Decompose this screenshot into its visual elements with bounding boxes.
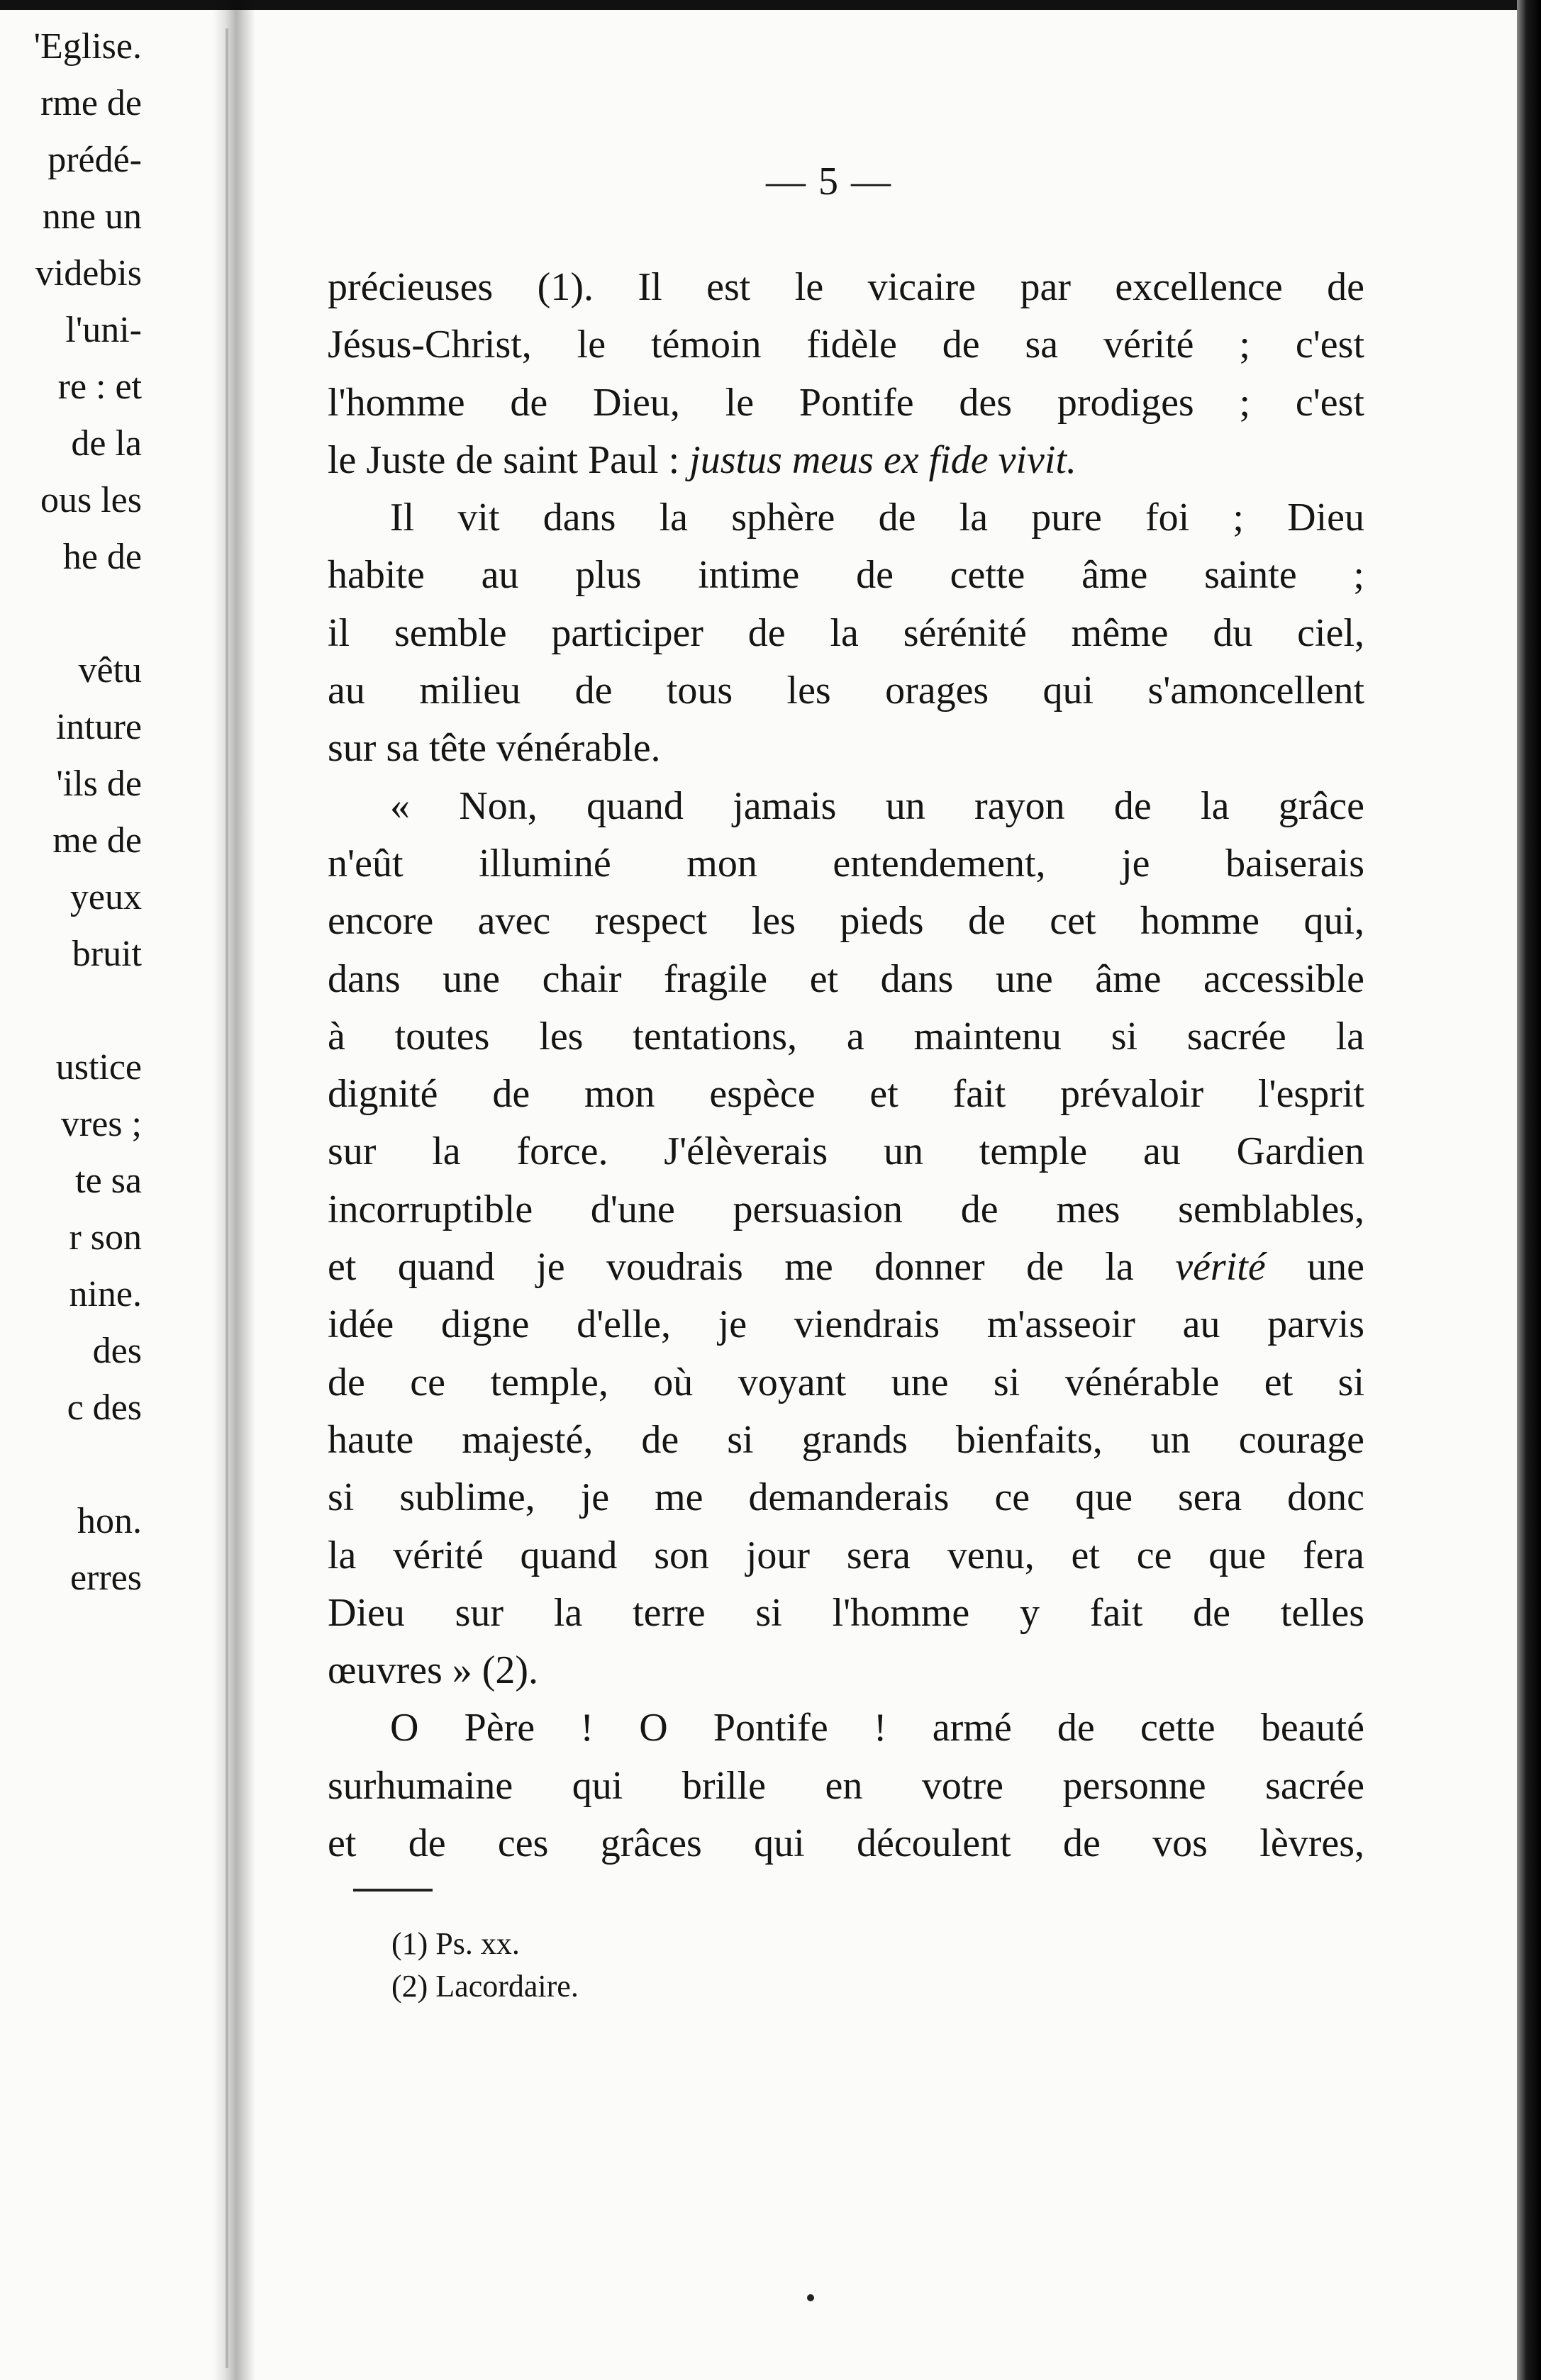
text-line: œuvres » (2). — [328, 1648, 539, 1693]
facing-page-line: te sa — [75, 1161, 142, 1201]
facing-page-line: ustice — [55, 1047, 142, 1088]
facing-page-line: vêtu — [78, 650, 142, 691]
facing-page-line: rme de — [40, 83, 142, 123]
text-line: précieuses (1). Il est le vicaire par excellence de — [328, 265, 1364, 309]
footnote-line: (1) Ps. xx. — [391, 1926, 520, 1961]
facing-page-line: de la — [71, 423, 142, 464]
footnote-separator-rule — [353, 1889, 433, 1892]
text-line: Il vit dans la sphère de la pure foi ; Dieu — [390, 496, 1364, 540]
text-line: idée digne d'elle, je viendrais m'asseoir au parvis — [328, 1302, 1364, 1347]
text-line: Jésus-Christ, le témoin fidèle de sa vérité ; c'est — [328, 323, 1364, 367]
text-line: « Non, quand jamais un rayon de la grâce — [390, 783, 1364, 828]
text-line: dignité de mon espèce et fait prévaloir l'esprit — [328, 1072, 1364, 1117]
text-line: si sublime, je me demanderais ce que sera donc — [328, 1475, 1364, 1520]
text-line: au milieu de tous les orages qui s'amoncellent — [328, 669, 1364, 713]
italic-latin-phrase: vérité — [1175, 1245, 1266, 1290]
facing-page-line: hon. — [77, 1501, 142, 1541]
book-gutter-crease — [226, 28, 228, 2368]
facing-page-line: 'ils de — [56, 764, 142, 804]
facing-page-line: prédé- — [48, 140, 142, 180]
text-line: dans une chair fragile et dans une âme accessible — [328, 956, 1364, 1001]
text-run: et quand je voudrais me donner de la — [328, 1245, 1176, 1290]
text-line: la vérité quand son jour sera venu, et ce que fera — [328, 1533, 1364, 1577]
text-line: encore avec respect les pieds de cet homme qui, — [328, 899, 1364, 944]
book-gutter-shadow — [213, 0, 255, 2380]
page-number: — 5 — — [766, 160, 892, 203]
facing-page-line: bruit — [72, 934, 142, 974]
facing-page-line: ous les — [40, 480, 142, 520]
facing-page-line: videbis — [35, 253, 142, 294]
facing-page-line: nne un — [42, 196, 142, 237]
text-line — [328, 432, 1364, 489]
text-line: incorruptible d'une persuasion de mes semblables, — [328, 1187, 1364, 1231]
italic-latin-phrase: justus meus ex fide vivit. — [689, 437, 1077, 482]
text-line: l'homme de Dieu, le Pontife des prodiges ; c'est — [328, 380, 1364, 425]
facing-page-line: r son — [69, 1217, 142, 1258]
facing-page-line: re : et — [57, 367, 142, 407]
text-line: de ce temple, où voyant une si vénérable et si — [328, 1360, 1364, 1404]
facing-page-line: yeux — [69, 877, 142, 917]
footnote-line: (2) Lacordaire. — [391, 1969, 579, 2004]
facing-page-line: 'Eglise. — [33, 26, 142, 67]
text-line: sur la force. J'élèverais un temple au Gardien — [328, 1129, 1364, 1174]
text-run: une — [1265, 1245, 1364, 1290]
scan-speck — [807, 2294, 814, 2301]
text-line: surhumaine qui brille en votre personne sacrée — [328, 1763, 1364, 1808]
text-line: O Père ! O Pontife ! armé de cette beauté — [390, 1706, 1364, 1750]
text-line: à toutes les tentations, a maintenu si sacrée la — [328, 1014, 1364, 1058]
facing-page-line: inture — [55, 707, 142, 747]
text-line: Dieu sur la terre si l'homme y fait de telles — [328, 1590, 1364, 1635]
footnotes — [391, 1923, 579, 2008]
text-line — [328, 1239, 1364, 1296]
page-body-text — [328, 259, 1364, 1872]
facing-page-line: c des — [67, 1387, 142, 1428]
facing-page-line: erres — [69, 1558, 142, 1598]
facing-page-line: he de — [62, 537, 142, 577]
facing-page-line: vres ; — [60, 1104, 142, 1144]
text-line: n'eût illuminé mon entendement, je baiserais — [328, 841, 1364, 885]
text-line: il semble participer de la sérénité même du ciel, — [328, 610, 1364, 655]
text-run: le Juste de saint Paul : — [328, 437, 690, 482]
text-line: habite au plus intime de cette âme sainte ; — [328, 553, 1364, 598]
facing-page-fragment — [0, 0, 142, 2127]
text-line: et de ces grâces qui découlent de vos lèvres, — [328, 1821, 1364, 1866]
right-page-edge — [1517, 0, 1541, 2380]
facing-page-line: des — [92, 1331, 142, 1371]
facing-page-line: nine. — [69, 1274, 142, 1314]
facing-page-line: me de — [52, 820, 142, 861]
facing-page-line: l'uni- — [65, 310, 142, 350]
text-line: haute majesté, de si grands bienfaits, un courage — [328, 1417, 1364, 1462]
text-line: sur sa tête vénérable. — [328, 726, 661, 771]
